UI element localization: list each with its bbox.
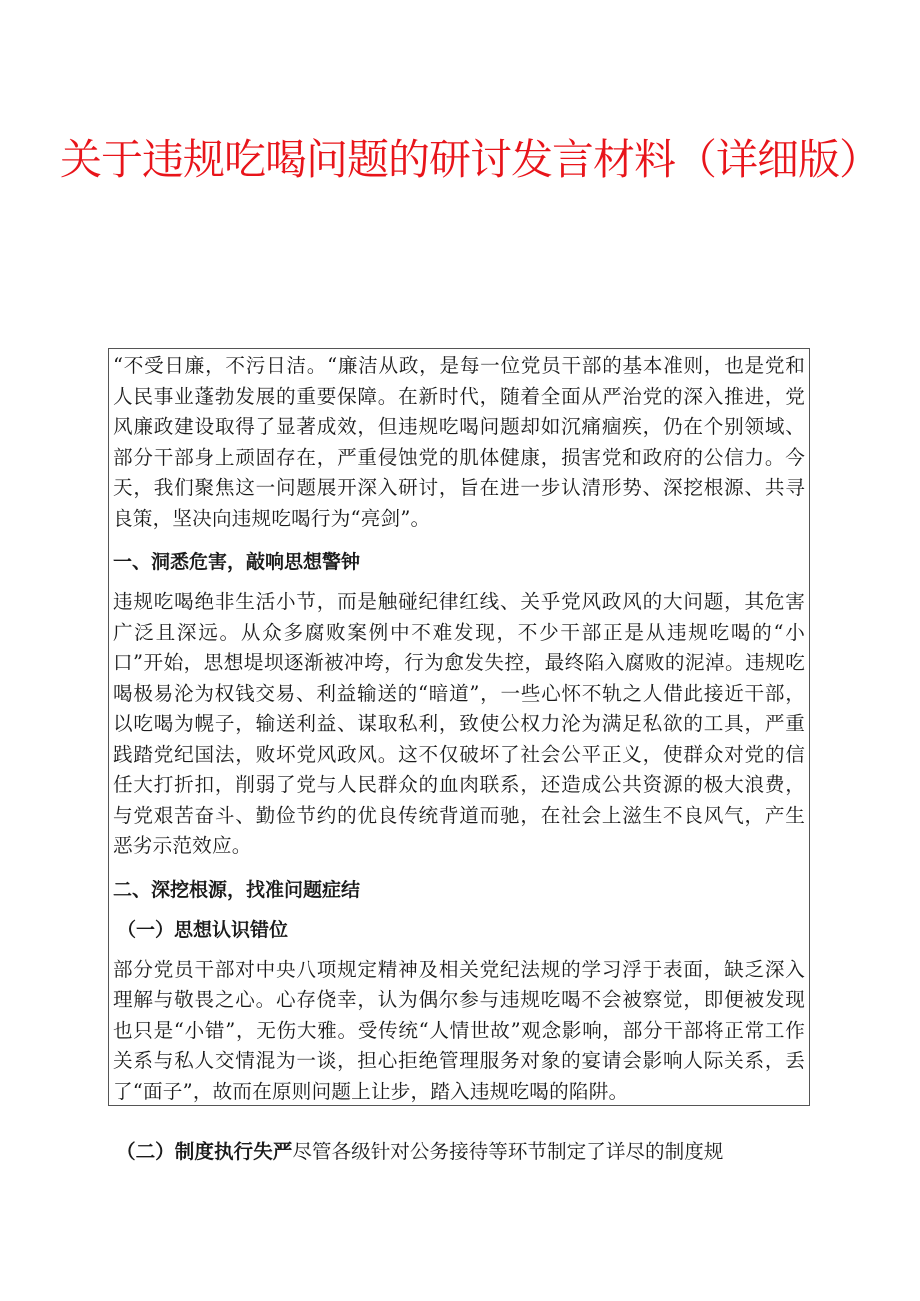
section-1-heading: 一、洞悉危害，敲响思想警钟 [113, 551, 361, 573]
section-1-paragraph: 违规吃喝绝非生活小节，而是触碰纪律红线、关乎党风政风的大问题，其危害广泛且深远。从众多腐败案例中不难发现，不少干部正是从违规吃喝的“小口”开始，思想堤坝逐渐被冲垮，行为愈发失控，最终陷入腐败的泥淖。违规吃喝极易沦为权钱交易、利益输送的“暗道”，一些心怀不轨之人借此接近干部，以吃喝为幌子，输送利益、谋取私利，致使公权力沦为满足私欲的工具，严重践踏党纪国法，败坏党风政风。这不仅破坏了社会公平正义，使群众对党的信任大打折扣，削弱了党与人民群众的血肉联系，还造成公共资源的极大浪费，与党艰苦奋斗、勤俭节约的优良传统背道而驰，在社会上滋生不良风气，产生恶劣示范效应。 [113, 590, 805, 857]
subsection-1-paragraph: 部分党员干部对中央八项规定精神及相关党纪法规的学习浮于表面，缺乏深入理解与敬畏之心。心存侥幸，认为偶尔参与违规吃喝不会被察觉，即便被发现也只是“小错”，无伤大雅。受传统“人情世故”观念影响，部分干部将正常工作关系与私人交情混为一谈，担心拒绝管理服务对象的宴请会影响人际关系，丢了“面子”，故而在原则问题上让步，踏入违规吃喝的陷阱。 [113, 957, 805, 1103]
subsection-2-line [116, 1137, 816, 1167]
document-title: 关于违规吃喝问题的研讨发言材料（详细版） [60, 135, 881, 184]
subsection-1-heading: （一）思想认识错位 [117, 918, 289, 941]
subsection-2-heading: （二）制度执行失严 [116, 1140, 293, 1163]
subsection-2-text: 尽管各级针对公务接待等环节制定了详尽的制度规 [292, 1140, 724, 1163]
section-2-heading: 二、深挖根源，找准问题症结 [113, 878, 361, 901]
content-table-cell [108, 348, 810, 1106]
intro-paragraph: “不受日廉，不污日洁。“廉洁从政，是每一位党员干部的基本准则，也是党和人民事业蓬勃发展的重要保障。在新时代，随着全面从严治党的深入推进，党风廉政建设取得了显著成效，但违规吃喝问题却如沉痛痼疾，仍在个别领域、部分干部身上顽固存在，严重侵蚀党的肌体健康，损害党和政府的公信力。今天，我们聚焦这一问题展开深入研讨，旨在进一步认清形势、深挖根源、共寻良策，坚决向违规吃喝行为“亮剑”。 [113, 354, 805, 530]
